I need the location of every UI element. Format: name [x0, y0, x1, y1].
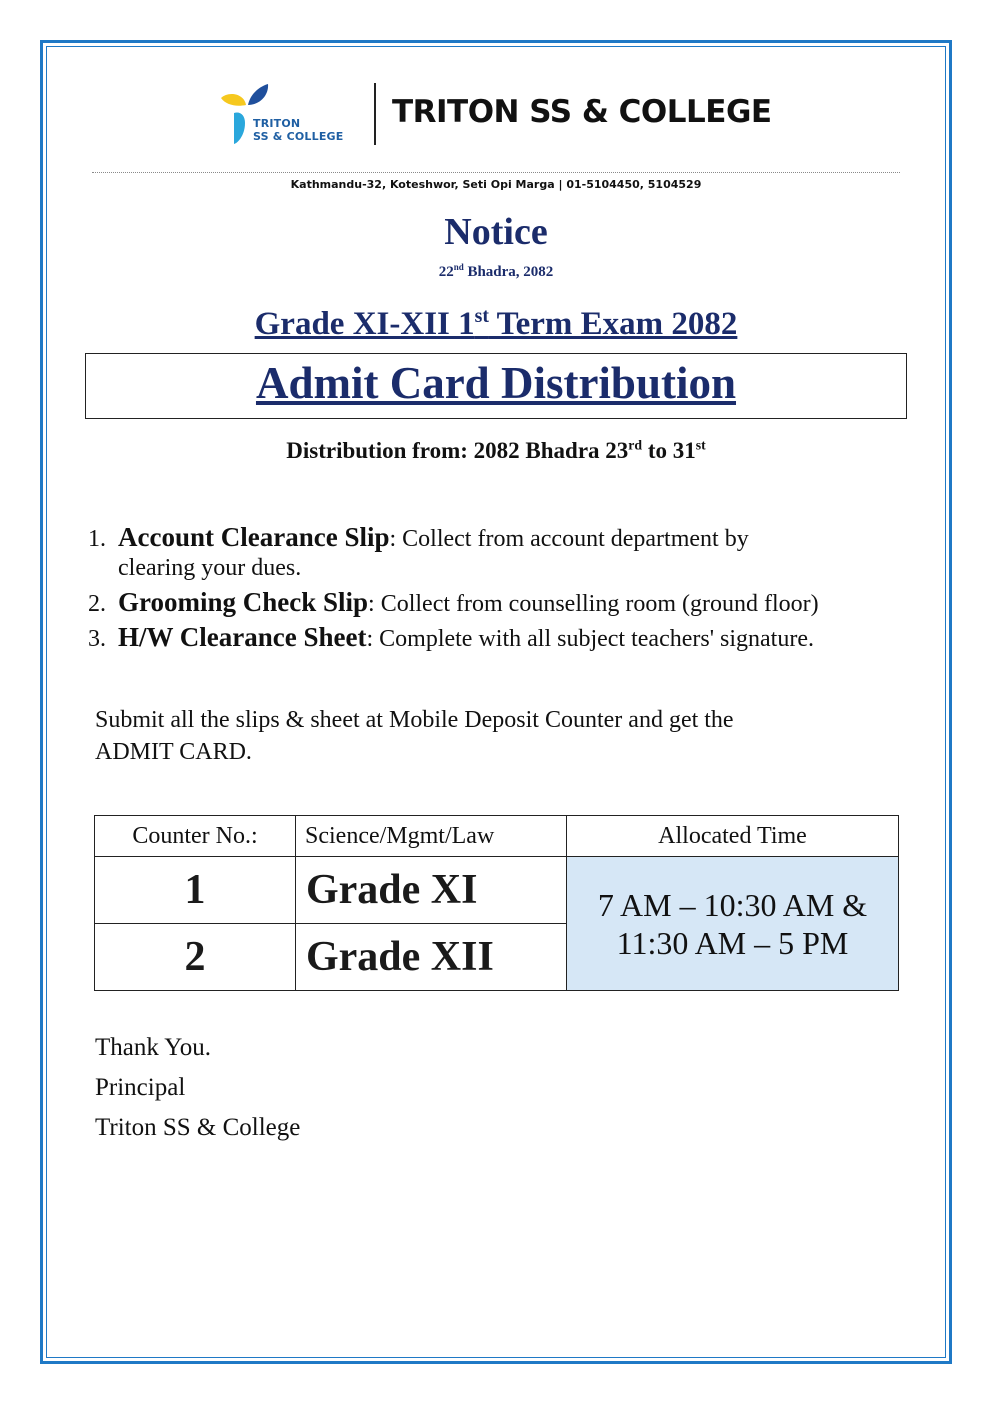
allocated-time-cell — [567, 857, 899, 991]
signatory-title: Principal — [95, 1074, 186, 1101]
notice-title: Notice — [444, 211, 548, 253]
time-line-2: 11:30 AM – 5 PM — [616, 924, 849, 961]
requirement-text-continued: clearing your dues. — [118, 555, 302, 581]
distribution-prefix: Distribution from: 2082 Bhadra 23 — [286, 438, 629, 463]
exam-rest: Term Exam 2082 — [488, 306, 738, 342]
submit-instructions — [95, 704, 855, 768]
counter-number: 2 — [95, 924, 296, 991]
requirement-label: Grooming Check Slip — [118, 587, 369, 617]
counter-number: 1 — [95, 857, 296, 924]
requirement-number: 2. — [88, 591, 106, 617]
exam-suffix: st — [474, 305, 489, 327]
requirement-text: : Complete with all subject teachers' signature. — [366, 626, 814, 652]
college-name: TRITON SS & COLLEGE — [392, 94, 772, 130]
college-address: Kathmandu-32, Koteshwor, Seti Opi Marga | 01-5104450, 5104529 — [290, 178, 702, 191]
notice-date — [92, 264, 900, 281]
table-header-cell: Science/Mgmt/Law — [296, 816, 567, 857]
submit-line-2: ADMIT CARD. — [95, 739, 252, 765]
requirement-number: 1. — [88, 526, 106, 552]
distribution-sup-2: st — [695, 437, 706, 453]
requirement-item — [88, 587, 819, 619]
distribution-mid: to 31 — [642, 438, 696, 463]
requirement-label: Account Clearance Slip — [118, 522, 390, 552]
logo-line-2: SS & COLLEGE — [253, 130, 344, 143]
exam-prefix: Grade XI-XII 1 — [254, 306, 475, 342]
table-row — [95, 857, 899, 924]
date-suffix: nd — [453, 262, 464, 272]
admit-card-title: Admit Card Distribution — [255, 358, 737, 408]
header-rule — [92, 172, 900, 173]
logo-line-1: TRITON — [253, 117, 301, 130]
logo-wordmark — [253, 117, 344, 143]
requirement-item — [88, 522, 848, 554]
table-header-row — [95, 816, 899, 857]
date-rest: Bhadra, 2082 — [463, 264, 554, 280]
signatory-college: Triton SS & College — [95, 1114, 301, 1141]
requirement-number: 3. — [88, 626, 106, 652]
table-header-cell: Allocated Time — [567, 816, 899, 857]
requirement-item — [88, 622, 814, 654]
grade-cell: Grade XI — [296, 857, 567, 924]
requirement-text: : Collect from account department by — [389, 526, 749, 552]
submit-line-1: Submit all the slips & sheet at Mobile Deposit Counter and get the — [95, 707, 734, 733]
closing-thanks: Thank You. — [95, 1034, 211, 1061]
distribution-dates — [92, 438, 900, 464]
time-line-1: 7 AM – 10:30 AM & — [597, 886, 868, 923]
table-header-cell: Counter No.: — [95, 816, 296, 857]
requirement-label: H/W Clearance Sheet — [118, 622, 367, 652]
exam-title — [92, 306, 900, 343]
header-divider — [374, 83, 376, 145]
requirement-text: : Collect from counselling room (ground floor) — [368, 591, 819, 617]
counter-table — [94, 815, 899, 991]
grade-cell: Grade XII — [296, 924, 567, 991]
distribution-sup-1: rd — [628, 437, 643, 453]
date-day: 22 — [438, 264, 454, 280]
